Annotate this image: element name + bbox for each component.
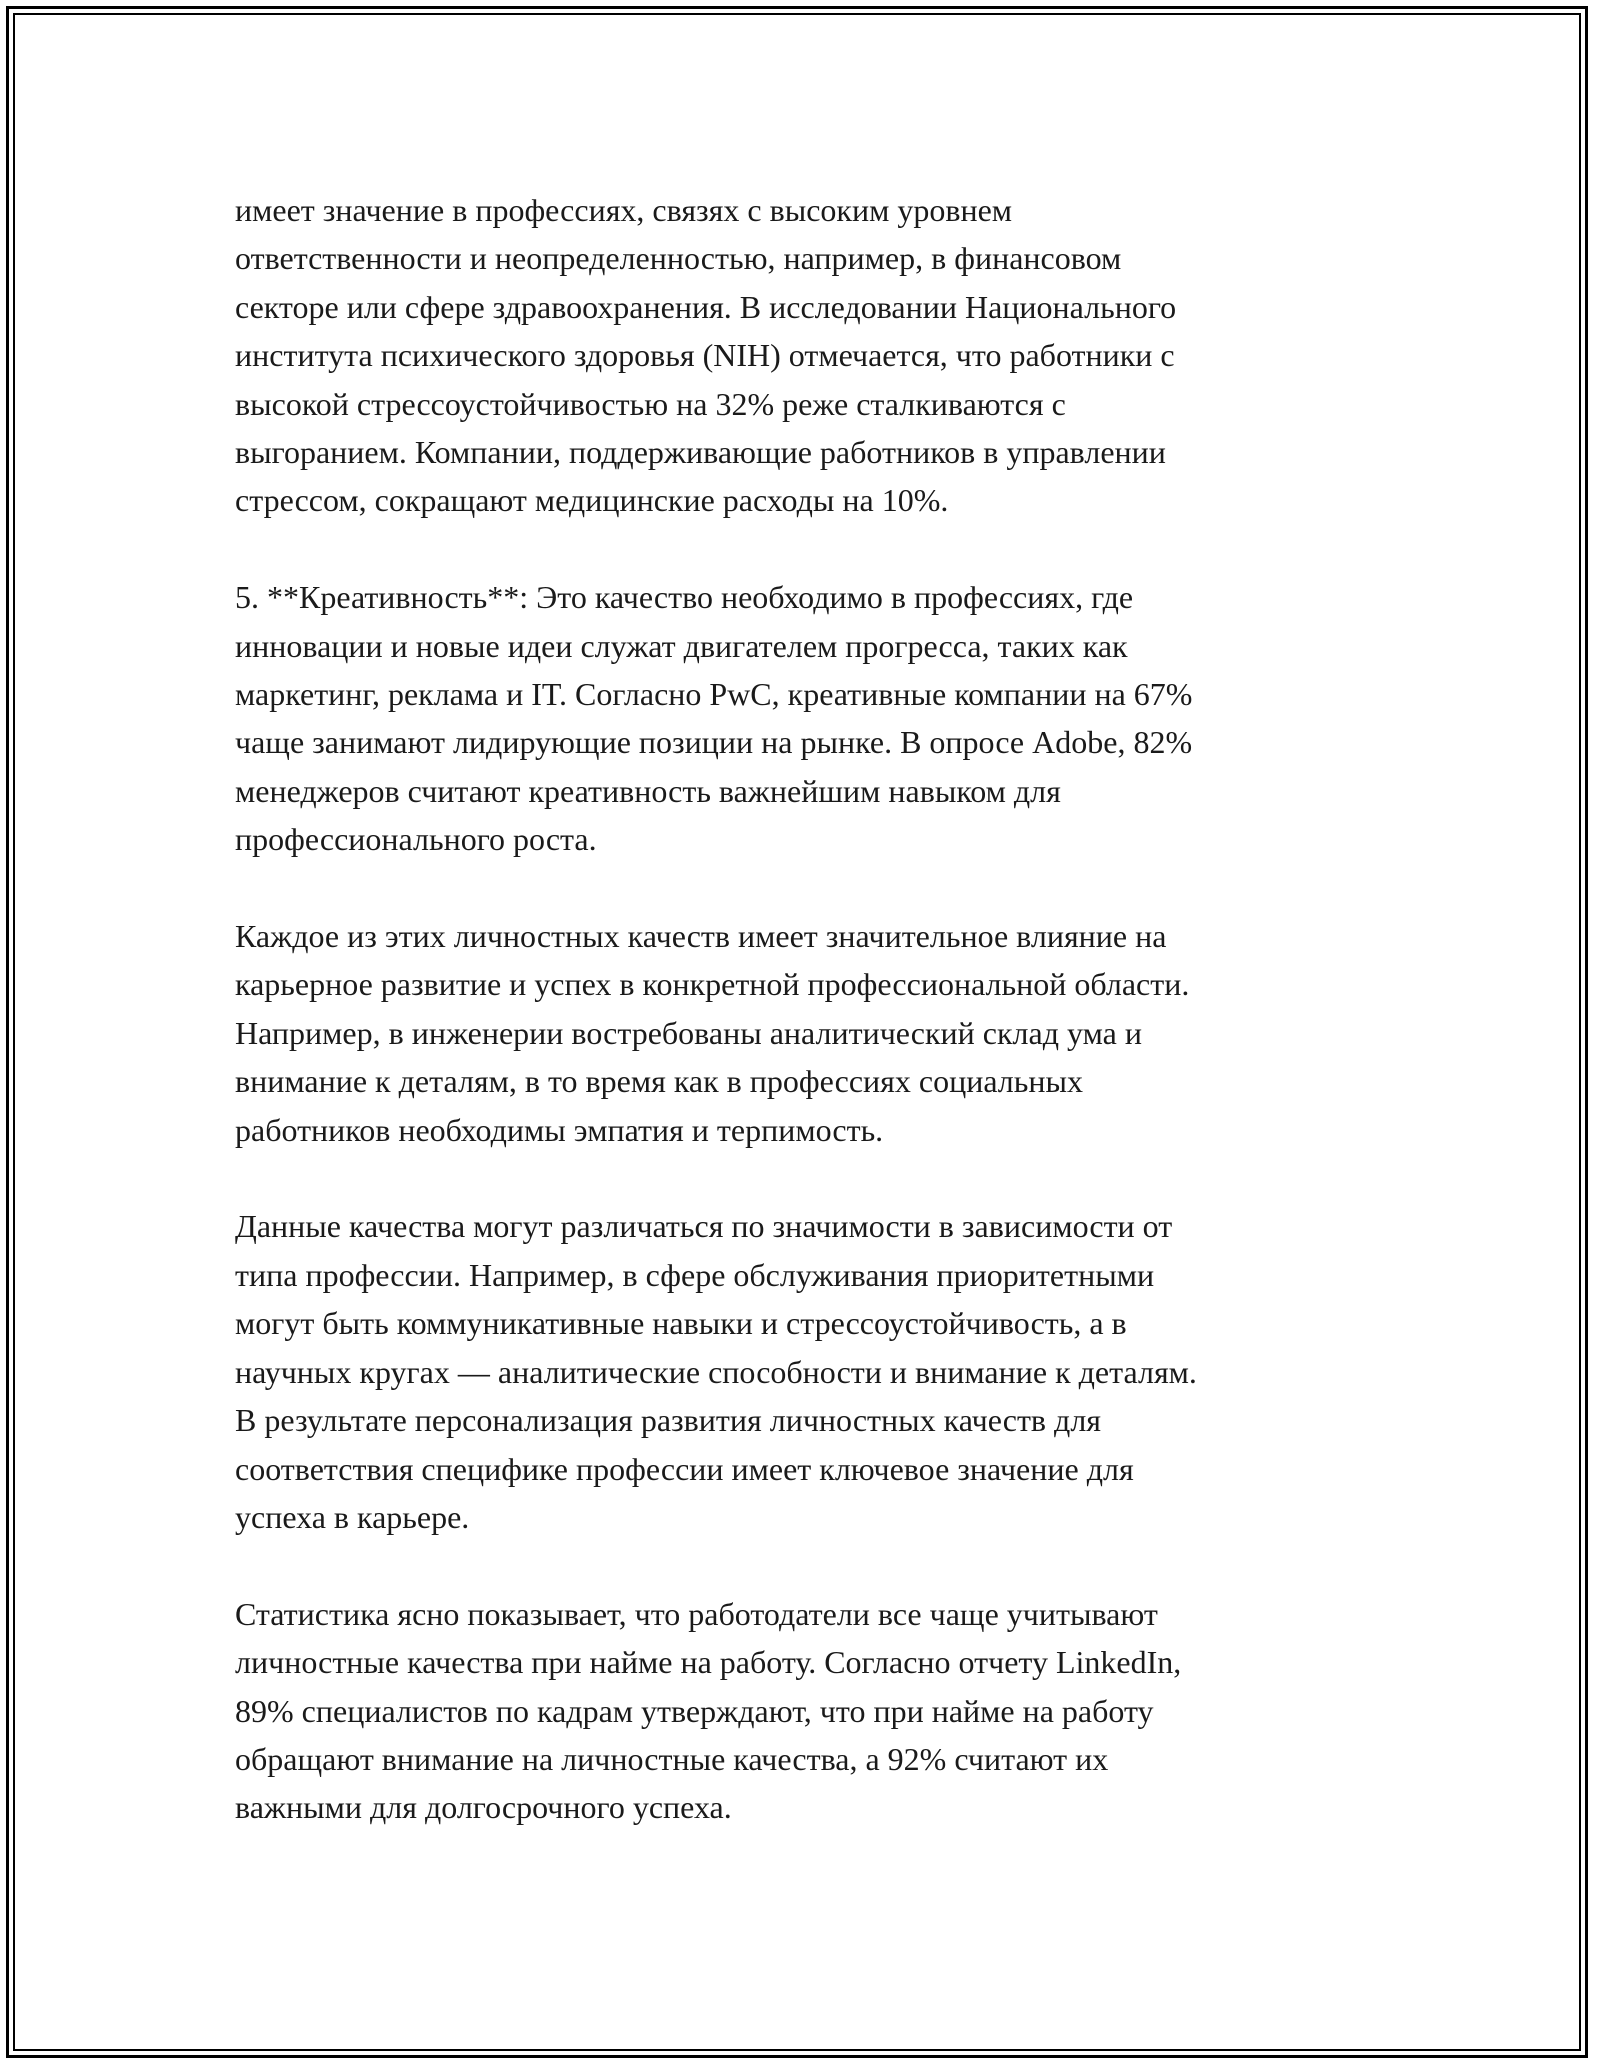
paragraph-profession-significance: Данные качества могут различаться по значимости в зависимости от типа профессии. Например, в сфере обслуживания приоритетными могут быть коммуникативные навыки и стрессоустойчивость, а в научных кругах — аналитические способности и внимание к деталям. В результате персонализация развития личностных качеств для соответствия специфике профессии имеет ключевое значение для успеха в карьере. xyxy=(235,1208,1197,1535)
paragraph-statistics: Статистика ясно показывает, что работодатели все чаще учитывают личностные качества при найме на работу. Согласно отчету LinkedIn, 89% специалистов по кадрам утверждают, что при найме на работу обращают внимание на личностные качества, а 92% считают их важными для долгосрочного успеха. xyxy=(235,1595,1182,1826)
paragraph-creativity: 5. **Креативность**: Это качество необходимо в профессиях, где инновации и новые идеи служат двигателем прогресса, таких как маркетинг, реклама и IT. Согласно PwC, креативные компании на 67% чаще занимают лидирующие позиции на рынке. В опросе Adobe, 82% менеджеров считают креативность важнейшим навыком для профессионального роста. xyxy=(235,579,1193,858)
paragraph-stress-resistance: имеет значение в профессиях, связях с высоким уровнем ответственности и неопределенностью, например, в финансовом секторе или сфере здравоохранения. В исследовании Национального института психического здоровья (NIH) отмечается, что работники с высокой стрессоустойчивостью на 32% реже сталкиваются с выгоранием. Компании, поддерживающие работников в управлении стрессом, сокращают медицинские расходы на 10%. xyxy=(235,192,1177,519)
paragraph-career-influence: Каждое из этих личностных качеств имеет значительное влияние на карьерное развитие и успех в конкретной профессиональной области. Например, в инженерии востребованы аналитический склад ума и внимание к деталям, в то время как в профессиях социальных работников необходимы эмпатия и терпимость. xyxy=(235,918,1190,1148)
document-body xyxy=(235,186,1385,1832)
